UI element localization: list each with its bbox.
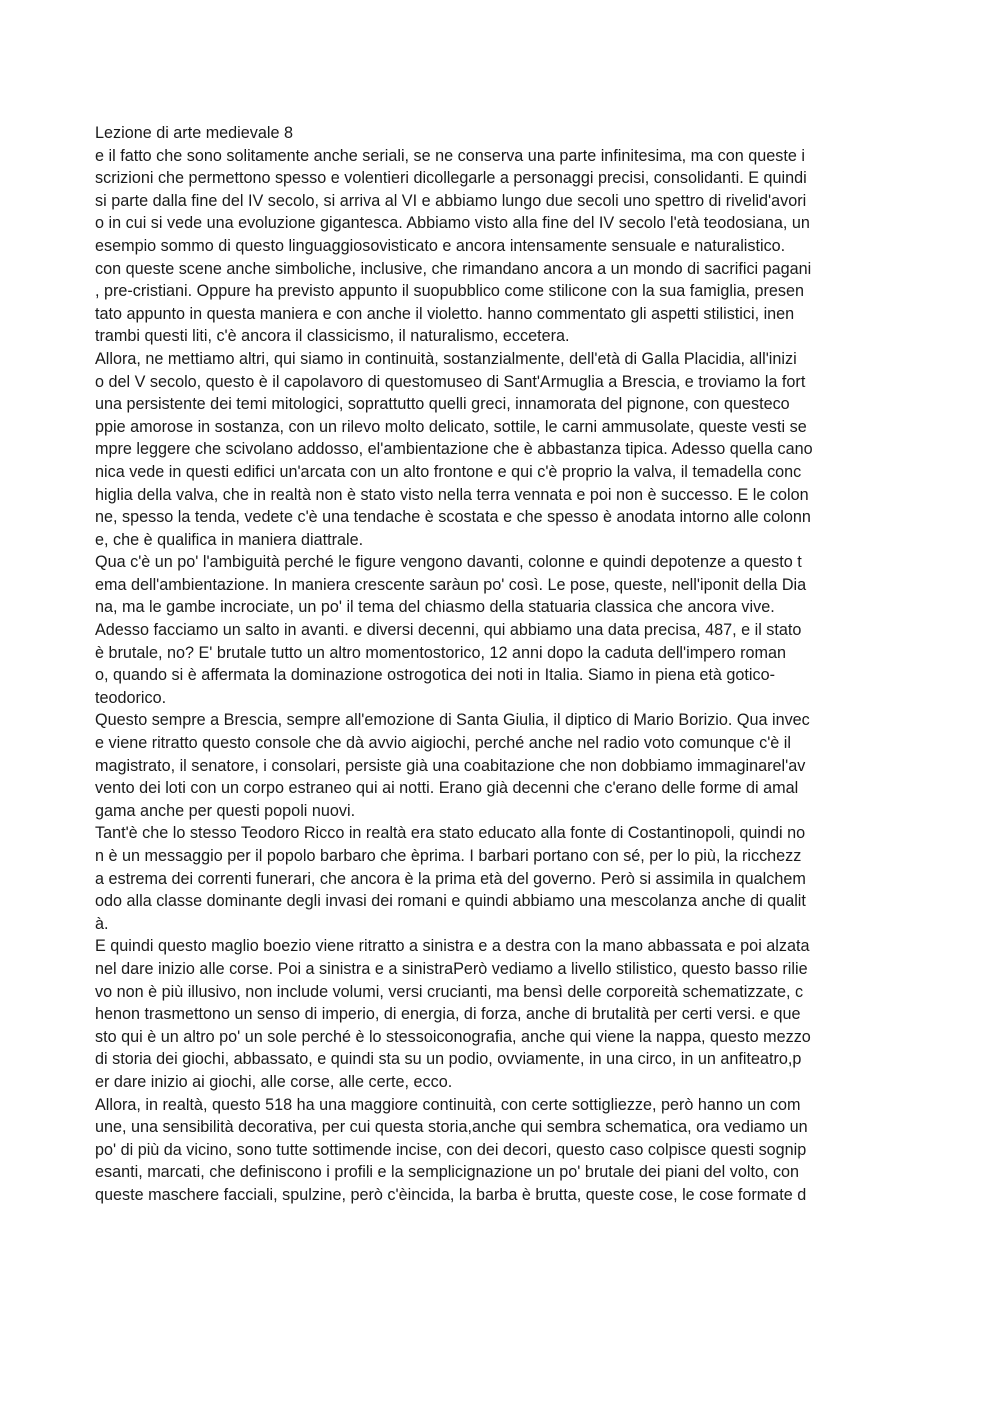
- text-line: E quindi questo maglio boezio viene ritratto a sinistra e a destra con la mano abbassata e poi alzata: [95, 937, 810, 956]
- text-line: teodorico.: [95, 688, 167, 707]
- text-line: queste maschere facciali, spulzine, però c'èincida, la barba è brutta, queste cose, le cose formate d: [95, 1185, 807, 1204]
- text-line: si parte dalla fine del IV secolo, si arriva al VI e abbiamo lungo due secoli uno spettro di rivelid'avori: [95, 191, 807, 210]
- text-line: , pre-cristiani. Oppure ha previsto appunto il suopubblico come stilicone con la sua famiglia, presen: [95, 282, 805, 301]
- text-line: a estrema dei correnti funerari, che ancora è la prima età del governo. Però si assimila in qualchem: [95, 869, 806, 888]
- document-title: Lezione di arte medievale 8: [95, 124, 293, 142]
- text-line: une, una sensibilità decorativa, per cui questa storia,anche qui sembra schematica, ora vediamo un: [95, 1118, 808, 1137]
- text-line: er dare inizio ai giochi, alle corse, alle certe, ecco.: [95, 1072, 453, 1091]
- text-line: nica vede in questi edifici un'arcata con un alto frontone e qui c'è proprio la valva, il temadella conc: [95, 462, 802, 481]
- text-line: na, ma le gambe incrociate, un po' il tema del chiasmo della statuaria classica che ancora vive.: [95, 598, 775, 617]
- text-line: Tant'è che lo stesso Teodoro Ricco in realtà era stato educato alla fonte di Costantinopoli, quindi no: [95, 824, 806, 843]
- text-line: esempio sommo di questo linguaggiosovisticato e ancora intensamente sensuale e naturalistico.: [95, 236, 786, 255]
- text-line: trambi questi liti, c'è ancora il classicismo, il naturalismo, eccetera.: [95, 327, 570, 346]
- text-line: e il fatto che sono solitamente anche seriali, se ne conserva una parte infinitesima, ma con queste i: [95, 146, 805, 165]
- text-line: o del V secolo, questo è il capolavoro di questomuseo di Sant'Armuglia a Brescia, e troviamo la fort: [95, 372, 806, 391]
- text-line: à.: [95, 914, 109, 933]
- text-line: con queste scene anche simboliche, inclusive, che rimandano ancora a un mondo di sacrifici pagani: [95, 259, 812, 278]
- text-line: higlia della valva, che in realtà non è stato visto nella terra vennata e poi non è successo. E le colon: [95, 485, 809, 504]
- text-line: gama anche per questi popoli nuovi.: [95, 801, 356, 820]
- text-line: vo non è più illusivo, non include volumi, versi crucianti, ma bensì delle corporeità schematizzate, c: [95, 982, 804, 1001]
- text-line: e, che è qualifica in maniera diattrale.: [95, 530, 364, 549]
- text-line: nel dare inizio alle corse. Poi a sinistra e a sinistraPerò vediamo a livello stilistico, questo basso rilie: [95, 959, 808, 978]
- text-line: ema dell'ambientazione. In maniera crescente saràun po' così. Le pose, queste, nell'iponit della Dia: [95, 575, 807, 594]
- lecture-text: [95, 122, 925, 1207]
- text-line: mpre leggere che scivolano addosso, el'ambientazione che è abbastanza tipica. Adesso quella cano: [95, 440, 813, 459]
- text-line: Allora, in realtà, questo 518 ha una maggiore continuità, con certe sottigliezze, però hanno un com: [95, 1095, 801, 1114]
- text-line: ppie amorose in sostanza, con un rilevo molto delicato, sottile, le carni ammusolate, queste vesti se: [95, 417, 807, 436]
- text-line: esanti, marcati, che definiscono i profili e la semplicignazione un po' brutale dei piani del volto, con: [95, 1163, 800, 1182]
- text-line: vento dei loti con un corpo estraneo qui ai notti. Erano già decenni che c'erano delle forme di amal: [95, 779, 799, 798]
- text-line: Qua c'è un po' l'ambiguità perché le figure vengono davanti, colonne e quindi depotenze a questo t: [95, 553, 802, 572]
- text-line: henon trasmettono un senso di imperio, di energia, di forza, anche di brutalità per certi versi. e que: [95, 1005, 801, 1024]
- text-line: scrizioni che permettono spesso e volentieri dicollegarle a personaggi precisi, consolidanti. E quindi: [95, 169, 807, 188]
- text-line: o, quando si è affermata la dominazione ostrogotica dei noti in Italia. Siamo in piena età gotico-: [95, 666, 775, 685]
- text-line: di storia dei giochi, abbassato, e quindi sta su un podio, ovviamente, in una circo, in un anfiteatro,p: [95, 1050, 802, 1069]
- text-line: n è un messaggio per il popolo barbaro che èprima. I barbari portano con sé, per lo più, la ricchezz: [95, 847, 802, 865]
- text-line: è brutale, no? E' brutale tutto un altro momentostorico, 12 anni dopo la caduta dell'impero roman: [95, 643, 786, 662]
- text-line: Questo sempre a Brescia, sempre all'emozione di Santa Giulia, il diptico di Mario Borizio. Qua invec: [95, 711, 810, 730]
- text-line: Allora, ne mettiamo altri, qui siamo in continuità, sostanzialmente, dell'età di Galla Placidia, all'inizi: [95, 349, 797, 368]
- text-line: una persistente dei temi mitologici, soprattutto quelli greci, innamorata del pignone, con questeco: [95, 395, 790, 414]
- text-line: o in cui si vede una evoluzione gigantesca. Abbiamo visto alla fine del IV secolo l'età teodosiana, un: [95, 214, 810, 233]
- text-line: tato appunto in questa maniera e con anche il violetto. hanno commentato gli aspetti stilistici, inen: [95, 304, 795, 323]
- text-line: ne, spesso la tenda, vedete c'è una tendache è scostata e che spesso è anodata intorno alle colonn: [95, 508, 811, 527]
- text-line: e viene ritratto questo console che dà avvio aigiochi, perché anche nel radio voto comunque c'è il: [95, 734, 791, 753]
- text-line: odo alla classe dominante degli invasi dei romani e quindi abbiamo una mescolanza anche di qualit: [95, 892, 806, 911]
- text-line: sto qui è un altro po' un sole perché è lo stessoiconografia, anche qui viene la nappa, questo mezzo: [95, 1027, 811, 1046]
- text-line: Adesso facciamo un salto in avanti. e diversi decenni, qui abbiamo una data precisa, 487, e il stato: [95, 621, 802, 640]
- text-line: magistrato, il senatore, i consolari, persiste già una coabitazione che non dobbiamo immaginarel'av: [95, 756, 806, 775]
- text-line: po' di più da vicino, sono tutte sottimende incise, con dei decori, questo caso colpisce questi sognip: [95, 1140, 807, 1159]
